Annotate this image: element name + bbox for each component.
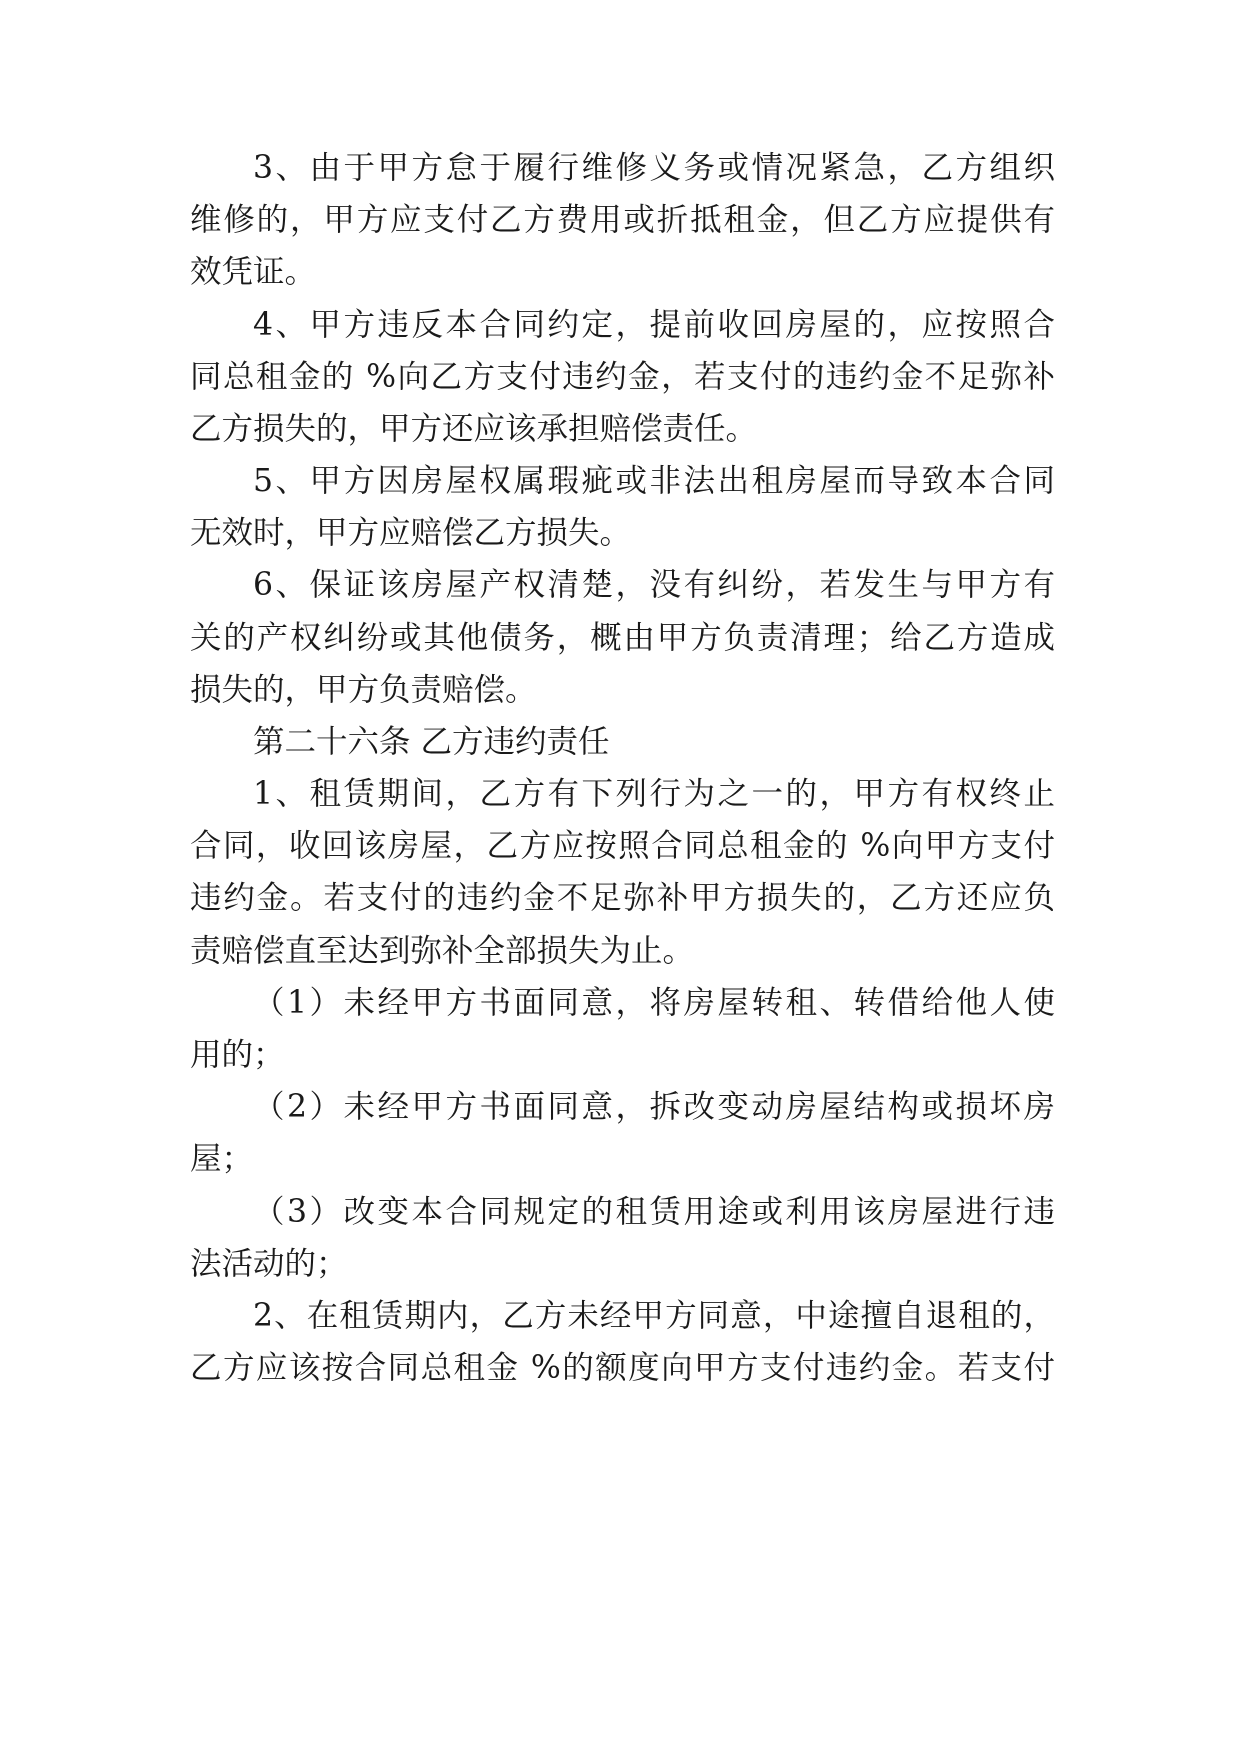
text-line: 6、保证该房屋产权清楚，没有纠纷，若发生与甲方有 — [253, 567, 1055, 603]
text-line: 乙方应该按合同总租金 %的额度向甲方支付违约金。若支付 — [190, 1350, 1055, 1386]
text-line: 效凭证。 — [190, 254, 317, 290]
text-line: 屋； — [190, 1141, 254, 1177]
text-line: 同总租金的 %向乙方支付违约金，若支付的违约金不足弥补 — [190, 359, 1055, 395]
text-line: 关的产权纠纷或其他债务，概由甲方负责清理；给乙方造成 — [190, 620, 1055, 656]
text-line: 用的； — [190, 1037, 285, 1073]
text-line: 损失的，甲方负责赔偿。 — [190, 672, 537, 708]
text-line: 责赔偿直至达到弥补全部损失为止。 — [190, 933, 695, 969]
text-line: 维修的，甲方应支付乙方费用或折抵租金，但乙方应提供有 — [190, 202, 1055, 238]
text-line: 法活动的； — [190, 1246, 348, 1282]
text-line: 违约金。若支付的违约金不足弥补甲方损失的，乙方还应负 — [190, 880, 1055, 916]
text-line: 5、甲方因房屋权属瑕疵或非法出租房屋而导致本合同 — [253, 463, 1055, 499]
text-line: 3、由于甲方怠于履行维修义务或情况紧急，乙方组织 — [253, 150, 1055, 186]
text-line: （1）未经甲方书面同意，将房屋转租、转借给他人使 — [253, 985, 1055, 1021]
text-line: （3）改变本合同规定的租赁用途或利用该房屋进行违 — [253, 1194, 1055, 1230]
text-line: 无效时，甲方应赔偿乙方损失。 — [190, 515, 632, 551]
text-line: （2）未经甲方书面同意，拆改变动房屋结构或损坏房 — [253, 1089, 1055, 1125]
text-line: 乙方损失的，甲方还应该承担赔偿责任。 — [190, 411, 758, 447]
section-heading: 第二十六条 乙方违约责任 — [253, 724, 610, 760]
text-line: 2、在租赁期内，乙方未经甲方同意，中途擅自退租的， — [253, 1298, 1055, 1334]
text-line: 1、租赁期间，乙方有下列行为之一的，甲方有权终止 — [253, 776, 1055, 812]
text-line: 4、甲方违反本合同约定，提前收回房屋的，应按照合 — [253, 307, 1055, 343]
text-line: 合同，收回该房屋，乙方应按照合同总租金的 %向甲方支付 — [190, 828, 1055, 864]
